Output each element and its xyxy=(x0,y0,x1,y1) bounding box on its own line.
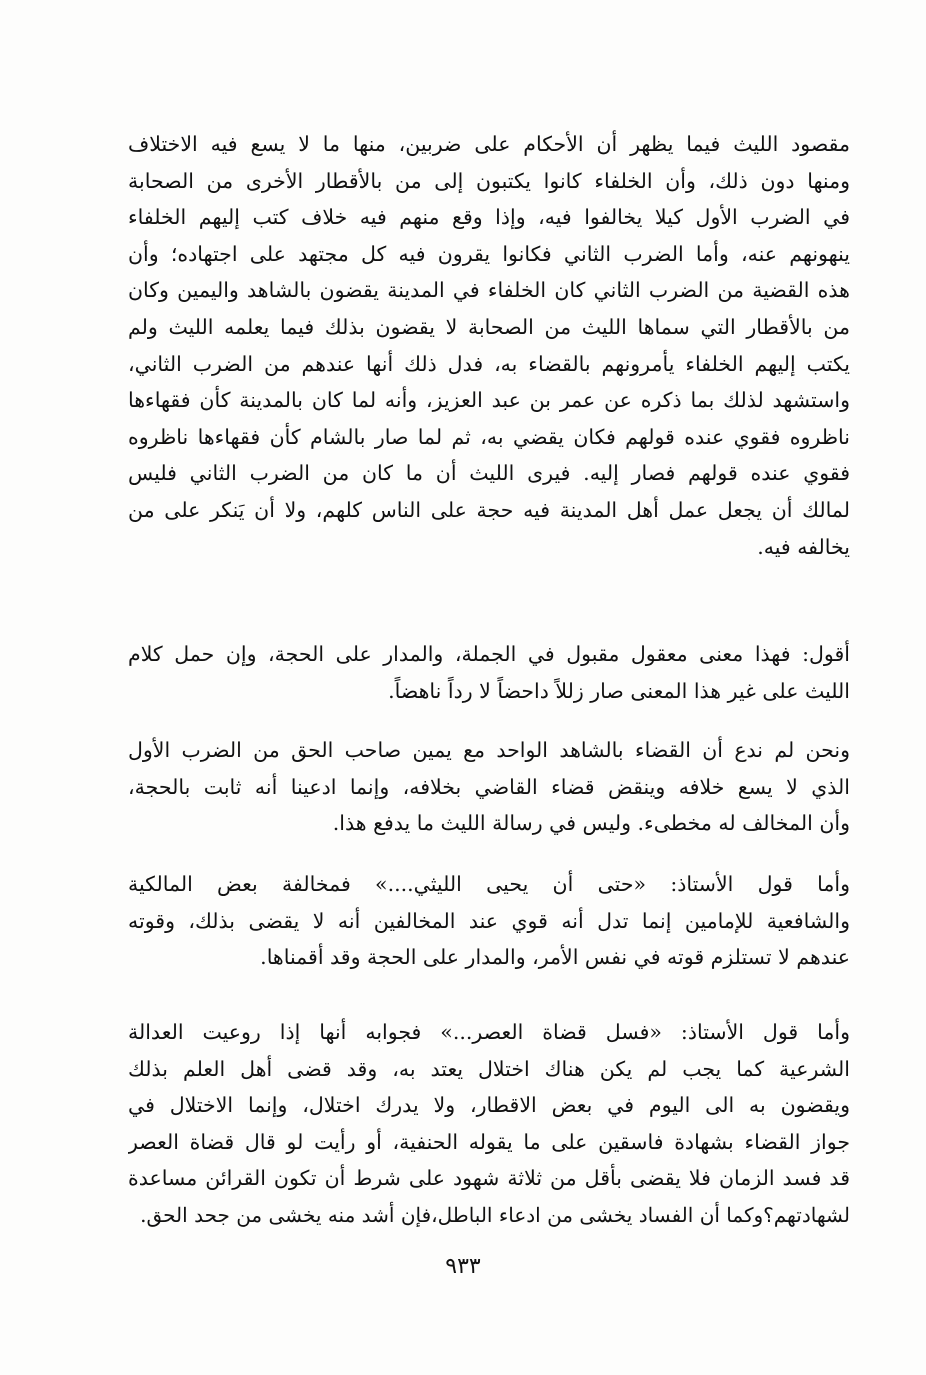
paragraph-3 xyxy=(128,732,850,842)
text-line: يخالفه فيه. xyxy=(757,534,850,559)
text-line: أقول: فهذا معنى معقول مقبول في الجملة، والمدار على الحجة، وإن حمل كلام xyxy=(128,642,850,666)
text-line: ومنها دون ذلك، وأن الخلفاء كانوا يكتبون إلى من بالأقطار الأخرى من الصحابة xyxy=(128,168,850,193)
paragraph-5 xyxy=(128,1014,850,1234)
text-line: واستشهد لذلك بما ذكره عن عمر بن عبد العزيز، وأنه لما كان بالمدينة كأن فقهاءها xyxy=(128,388,850,413)
text-line: ويقضون به الى اليوم في بعض الاقطار، ولا يدرك اختلال، وإنما الاختلال في xyxy=(128,1093,850,1118)
text-line: يكتب إليهم الخلفاء يأمرونهم بالقضاء به، فدل ذلك أنها عندهم من الضرب الثاني، xyxy=(128,351,850,376)
text-line: ونحن لم ندع أن القضاء بالشاهد الواحد مع يمين صاحب الحق من الضرب الأول xyxy=(128,738,850,762)
text-line: قد فسد الزمان فلا يقضى بأقل من ثلاثة شهود على شرط أن تكون القرائن مساعدة xyxy=(128,1166,850,1191)
text-line: في الضرب الأول كيلا يخالفوا فيه، وإذا وقع منهم فيه خلاف كتب إليهم الخلفاء xyxy=(128,205,850,230)
text-line: الذي لا يسع خلافه وينقض قضاء القاضي بخلافه، وإنما ادعينا أنه ثابت بالحجة، xyxy=(128,774,850,799)
text-line: جواز القضاء بشهادة فاسقين على ما يقوله الحنفية، أو رأيت لو قال قضاة العصر xyxy=(128,1129,850,1154)
paragraph-4 xyxy=(128,866,850,976)
text-line: عندهم لا تستلزم قوته في نفس الأمر، والمدار على الحجة وقد أقمناها. xyxy=(260,945,850,970)
text-line: وأما قول الأستاذ: «فسل قضاة العصر...» فجوابه أنها إذا روعيت العدالة xyxy=(128,1020,850,1044)
text-line: مقصود الليث فيما يظهر أن الأحكام على ضربين، منها ما لا يسع فيه الاختلاف xyxy=(128,132,850,156)
text-line: الشرعية كما يجب لم يكن هناك اختلال يعتد به، وقد قضى أهل العلم بذلك xyxy=(128,1056,850,1081)
page-number: ٩٣٣ xyxy=(445,1254,481,1279)
paragraph-2 xyxy=(128,636,850,709)
text-line: هذه القضية من الضرب الثاني كان الخلفاء في المدينة يقضون بالشاهد واليمين وكان xyxy=(128,278,850,303)
text-line: من بالأقطار التي سماها الليث من الصحابة لا يقضون بذلك فيما يعلمه الليث ولم xyxy=(128,314,850,339)
paragraph-1 xyxy=(128,126,850,565)
text-line: الليث على غير هذا المعنى صار زللاً داحضاً لا رداً ناهضاً. xyxy=(388,678,850,703)
text-line: لمالك أن يجعل عمل أهل المدينة فيه حجة على الناس كلهم، ولا أن يَنكر على من xyxy=(128,497,850,522)
text-line: فقوي عنده قولهم فصار إليه. فيرى الليث أن ما كان من الضرب الثاني فليس xyxy=(128,461,850,486)
text-line: وأما قول الأستاذ: «حتى أن يحيى الليثي....» فمخالفة بعض المالكية xyxy=(128,872,850,896)
text-line: ناظروه فقوي عنده قولهم فكان يقضي به، ثم لما صار بالشام كأن فقهاءها ناظروه xyxy=(128,424,850,449)
text-line: وأن المخالف له مخطىء. وليس في رسالة الليث ما يدفع هذا. xyxy=(332,811,850,836)
text-line: ينهونهم عنه، وأما الضرب الثاني فكانوا يقرون فيه كل مجتهد على اجتهاده؛ وأن xyxy=(128,241,850,266)
text-line: لشهادتهم؟وكما أن الفساد يخشى من ادعاء الباطل،فإن أشد منه يخشى من جحد الحق. xyxy=(140,1202,850,1227)
text-line: والشافعية للإمامين إنما تدل أنه قوي عند المخالفين أنه لا يقضى بذلك، وقوته xyxy=(128,908,850,933)
